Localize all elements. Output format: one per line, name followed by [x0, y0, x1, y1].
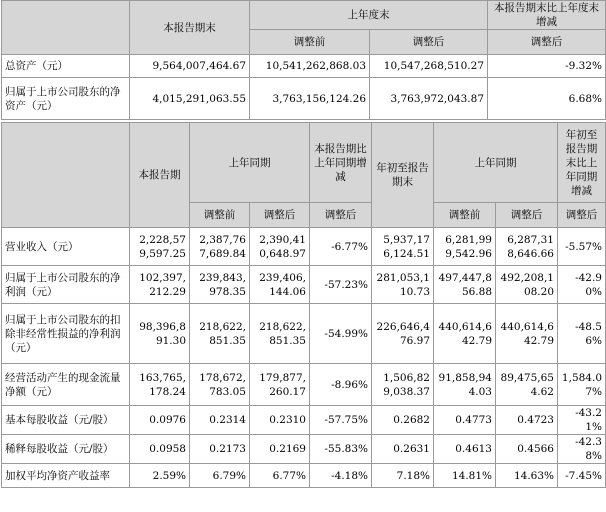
before-adjustment-value: 2,387,767,689.84 [190, 228, 250, 266]
header-ytd-change-after-adjustment: 调整后 [558, 203, 606, 228]
header-after-adjustment: 调整后 [250, 203, 310, 228]
header-change-after-adjustment: 调整后 [488, 30, 606, 55]
before-adjustment-value: 239,843,978.35 [190, 266, 250, 304]
period-change-value: -57.75% [310, 406, 372, 435]
header-ytd-after-adjustment: 调整后 [496, 203, 558, 228]
header-current-end: 本报告期末 [130, 1, 250, 55]
ytd-change-value: -43.21% [558, 406, 606, 435]
after-adjustment-value: 0.2169 [250, 435, 310, 464]
ytd-before-adjustment-value: 14.81% [434, 464, 496, 488]
ytd-change-value: -5.57% [558, 228, 606, 266]
period-change-value: -57.23% [310, 266, 372, 304]
after-adjustment-value: 6.77% [250, 464, 310, 488]
ytd-before-adjustment-value: 0.4613 [434, 435, 496, 464]
period-change-value: -6.77% [310, 228, 372, 266]
table-row [2, 304, 606, 364]
ytd-after-adjustment-value: 6,287,318,646.66 [496, 228, 558, 266]
row-label: 总资产（元） [2, 55, 130, 78]
row-label: 归属于上市公司股东的净利润（元） [2, 266, 130, 304]
ytd-after-adjustment-value: 0.4566 [496, 435, 558, 464]
after-adjustment-value: 239,406,144.06 [250, 266, 310, 304]
table-row [2, 228, 606, 266]
ytd-change-value: -7.45% [558, 464, 606, 488]
header-ytd: 年初至报告期末 [372, 123, 434, 228]
period-change-value: -54.99% [310, 304, 372, 364]
ytd-value: 0.2631 [372, 435, 434, 464]
ytd-value: 226,646,476.97 [372, 304, 434, 364]
period-value: 0.0976 [130, 406, 190, 435]
before-adjustment-value: 0.2314 [190, 406, 250, 435]
table-row [2, 55, 606, 78]
table-row [2, 364, 606, 406]
period-change-value: -4.18% [310, 464, 372, 488]
table-row [2, 406, 606, 435]
current-value: 4,015,291,063.55 [130, 78, 250, 120]
income-table-body [2, 228, 606, 488]
period-value: 102,397,212.29 [130, 266, 190, 304]
ytd-change-value: -42.90% [558, 266, 606, 304]
table-row [2, 78, 606, 120]
ytd-value: 7.18% [372, 464, 434, 488]
header-same-period-last-year-ytd: 上年同期 [434, 123, 558, 203]
before-adjustment-value: 218,622,851.35 [190, 304, 250, 364]
change-value: 6.68% [488, 78, 606, 120]
ytd-before-adjustment-value: 497,447,856.88 [434, 266, 496, 304]
before-adjustment-value: 0.2173 [190, 435, 250, 464]
before-adjustment-value: 3,763,156,124.26 [250, 78, 370, 120]
current-value: 9,564,007,464.67 [130, 55, 250, 78]
table-row [2, 435, 606, 464]
after-adjustment-value: 2,390,410,648.97 [250, 228, 310, 266]
ytd-after-adjustment-value: 14.63% [496, 464, 558, 488]
ytd-value: 1,506,829,038.37 [372, 364, 434, 406]
before-adjustment-value: 6.79% [190, 464, 250, 488]
period-change-value: -55.83% [310, 435, 372, 464]
row-label: 归属于上市公司股东的净资产（元） [2, 78, 130, 120]
before-adjustment-value: 178,672,783.05 [190, 364, 250, 406]
period-value: 163,765,178.24 [130, 364, 190, 406]
row-label: 基本每股收益（元/股） [2, 406, 130, 435]
header-period: 本报告期 [130, 123, 190, 228]
period-change-value: -8.96% [310, 364, 372, 406]
balance-table [1, 0, 606, 120]
period-value: 98,396,891.30 [130, 304, 190, 364]
ytd-before-adjustment-value: 6,281,999,542.96 [434, 228, 496, 266]
period-value: 0.0958 [130, 435, 190, 464]
ytd-change-value: -42.38% [558, 435, 606, 464]
header-same-period-last-year: 上年同期 [190, 123, 310, 203]
header-change: 本报告期末比上年度末增减 [488, 1, 606, 30]
before-adjustment-value: 10,541,262,868.03 [250, 55, 370, 78]
ytd-after-adjustment-value: 492,208,108.20 [496, 266, 558, 304]
change-value: -9.32% [488, 55, 606, 78]
row-label: 归属于上市公司股东的扣除非经常性损益的净利润（元） [2, 304, 130, 364]
ytd-value: 281,053,110.73 [372, 266, 434, 304]
ytd-value: 5,937,176,124.51 [372, 228, 434, 266]
empty-header-cell [2, 123, 130, 228]
period-value: 2,228,579,597.25 [130, 228, 190, 266]
header-period-change-after-adjustment: 调整后 [310, 203, 372, 228]
header-ytd-before-adjustment: 调整前 [434, 203, 496, 228]
ytd-before-adjustment-value: 440,614,642.79 [434, 304, 496, 364]
ytd-change-value: -48.56% [558, 304, 606, 364]
ytd-change-value: 1,584.07% [558, 364, 606, 406]
header-period-change: 本报告期比上年同期增减 [310, 123, 372, 203]
row-label: 经营活动产生的现金流量净额（元） [2, 364, 130, 406]
ytd-before-adjustment-value: 0.4773 [434, 406, 496, 435]
period-value: 2.59% [130, 464, 190, 488]
after-adjustment-value: 3,763,972,043.87 [370, 78, 488, 120]
header-before-adjustment: 调整前 [250, 30, 370, 55]
empty-header-cell [2, 1, 130, 55]
balance-table-body [2, 55, 606, 120]
row-label: 加权平均净资产收益率 [2, 464, 130, 488]
row-label: 稀释每股收益（元/股） [2, 435, 130, 464]
header-last-year-end: 上年度末 [250, 1, 488, 30]
row-label: 营业收入（元） [2, 228, 130, 266]
after-adjustment-value: 0.2310 [250, 406, 310, 435]
header-ytd-change: 年初至报告期末比上年同期增减 [558, 123, 606, 203]
header-after-adjustment: 调整后 [370, 30, 488, 55]
header-before-adjustment: 调整前 [190, 203, 250, 228]
after-adjustment-value: 179,877,260.17 [250, 364, 310, 406]
ytd-after-adjustment-value: 0.4723 [496, 406, 558, 435]
ytd-value: 0.2682 [372, 406, 434, 435]
ytd-before-adjustment-value: 91,858,944.03 [434, 364, 496, 406]
after-adjustment-value: 218,622,851.35 [250, 304, 310, 364]
income-table [1, 122, 606, 488]
table-row [2, 266, 606, 304]
ytd-after-adjustment-value: 440,614,642.79 [496, 304, 558, 364]
after-adjustment-value: 10,547,268,510.27 [370, 55, 488, 78]
table-row [2, 464, 606, 488]
ytd-after-adjustment-value: 89,475,654.62 [496, 364, 558, 406]
